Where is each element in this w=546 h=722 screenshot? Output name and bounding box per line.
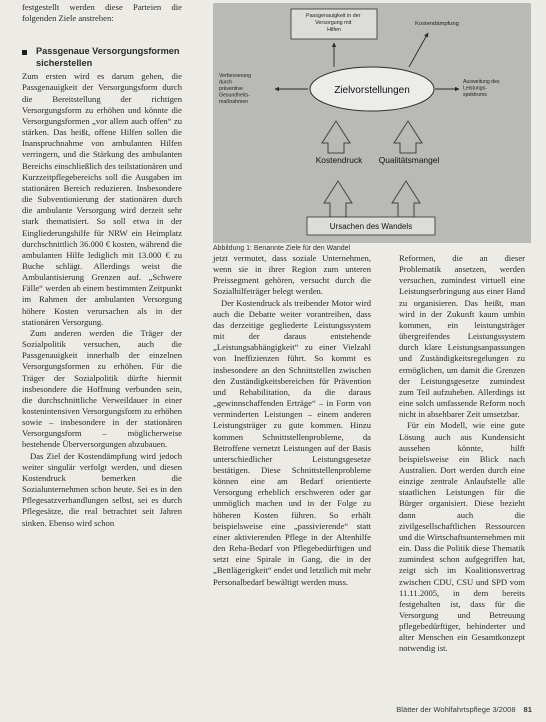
up-arrow-lower-right-icon	[392, 181, 420, 217]
label-top-right: Kostendämpfung	[415, 21, 459, 27]
page-number: 81	[523, 705, 532, 714]
up-arrow-left-icon	[322, 121, 350, 153]
body-paragraph: Der Kostendruck als treibender Motor wird auch die Debatte weiter vorantreiben, dass das derzeitige gegliederte Leistungssystem mit der daraus entstehende „Leistungsabhängigkeit“ zu einer Vielzahl von Ineffizienzen führt. So kommt es insbesondere an den Schnittstellen zwischen den Zuständigkeitsbereichen für Prävention und Rehabilitation, da die daraus „gewinnschaffenden Erträge“ – in Form von verminderten Leistungen – einem anderen Leistungsträger zu gute kommen. Hinzu kommen Schnittstellenprobleme, da Betroffene vernetzt Leistungen auf der Basis unterschiedlicher Leistungsgesetze bestätigen. Diese Schnittstellenprobleme können eine am Bedarf orientierte Versorgung erheblich erschweren oder gar unmöglich machen und in der Folge zu höheren Kosten führen. So erhält beispielsweise eine „passivierende“ statt einer aktivierenden Pflege in der Altenhilfe den Reha-Bedarf von Pflegebedürftigen und setzt eine Spirale in Gang, die in der „Bettlägerigkeit“ endet und letztlich mit mehr Personalbedarf bewältigt werden muss.	[213, 297, 371, 587]
up-arrow-lower-left-icon	[324, 181, 352, 217]
body-paragraph: jetzt vermutet, dass soziale Unternehmen, wenn sie in ihrer Region zum unteren Preissegment gehören, versucht durch die Sozialhilfeträger belegt werden.	[213, 253, 371, 297]
diagram-svg	[213, 3, 531, 243]
body-paragraph: Zum anderen werden die Träger der Sozialpolitik versuchen, auch die Passgenauigkeit innerhalb der einzelnen Versorgungsformen zu erhöhen. Für die Träger der Sozialpolitik dürfte hiermit insbesondere die Hoffnung verbunden sein, die durchschnittliche Verweildauer in einer kostenintensiven Versorgungsform zu erhöhen sowie – insbesondere in der stationären Versorgungsform – möglicherweise bestehende Überversorgungen abzubauen.	[22, 327, 182, 450]
bottom-label: Ursachen des Wandels	[329, 222, 413, 231]
center-label: Zielvorstellungen	[334, 85, 410, 96]
page-footer	[396, 705, 532, 714]
label-left: Verbesserung durch präventive Gesundheits- maßnahmen	[219, 73, 252, 105]
text-column-right	[399, 253, 525, 655]
box-top-left-text: Passgenauigkeit in der Versorgung mit Hilfen	[305, 13, 361, 33]
figure-caption: Abbildung 1: Benannte Ziele für den Wandel	[213, 245, 351, 252]
figure-diagram	[213, 3, 531, 243]
body-paragraph: Für ein Modell, wie eine gute Lösung auch aus Kundensicht aussehen könnte, hilft beispielsweise ein Blick nach Australien. Dort werden durch eine einzige zentrale Anlaufstelle alle staatlichen Leistungen für die Bürger organisiert. Diese bezieht dann auch die zivilgesellschaftlichen Ressourcen und die Wirtschaftsunternehmen mit ein. Dass die Politik diese Thematik zumindest schon aufgegriffen hat, zeigt sich im Koalitionsvertrag zwischen CDU, CSU und SPD vom 11.11.2005, in dem bereits festgehalten ist, dass für die Versorgung und Betreuung pflegebedürftiger, behinderter und alter Menschen ein Gesamtkonzept notwendig ist.	[399, 420, 525, 654]
subheading-text: Passgenaue Versorgungsformen sicherstellen	[36, 46, 180, 68]
body-paragraph: Zum ersten wird es darum gehen, die Passgenauigkeit der Versorgungsform durch die Bereitstellung der richtigen Versorgungsform zu erhöhen und könnte die Versorgungsformen „vor allem auch offen“ zu stärken. Das heißt, offene Hilfen sollen die Inanspruchnahme von ambulanten Hilfen verringern, und die Stärkung des ambulanten Bereichs einschließlich des teilstationären und Kurzzeitpflegebereichs soll die Ausgaben im stationären Bereich reduzieren. Insbesondere die Subventionierung der stationären durch die ambulante Versorgung wird derzeit sehr stark thematisiert. So soll etwa in der Eingliederungshilfe für NRW ein Heimplatz durchschnittlich 36.000 € kosten, während die ambulanten Hilfe lediglich mit 13.000 € zu Buche schlägt. Allerdings weist die Ambulantisierung Grenzen auf. „Schwere Fälle“ werden ab einem bestimmten Zeitpunkt im Rahmen der ambulanten Versorgung höhere Kosten verursachen als in der stationären Versorgung.	[22, 71, 182, 327]
up-arrow-right-icon	[394, 121, 422, 153]
journal-name: Blätter der Wohlfahrtspflege 3/2008	[396, 705, 516, 714]
body-paragraph: Reformen, die an dieser Problematik ansetzen, werden versuchen, zumindest virtuell eine Leistungserbringung aus einer Hand zu organisieren. Das heißt, man wird in der Zukunft kaum umhin kommen, ein leistungsträger übergreifendes Leistungssystem durch klare Leistungsanpassungen und Zuständigkeitsregelungen zu ermöglichen, um damit die Grenzen der Leistungsgesetze zumindest zum Teil aufzuheben. Allerdings ist eine solch umfassende Reform noch nicht in absehbarer Zeit umsetzbar.	[399, 253, 525, 420]
text-column-left	[22, 2, 182, 529]
body-paragraph: Das Ziel der Kostendämpfung wird jedoch weiter singulär verfolgt werden, und diesen Kostendruck bemerken die Sozialunternehmen schon heute. Sei es in den Pflegesatzverhandlungen selbst, sei es durch Pflegesätze, die real betrachtet seit Jahren sinken. Ebenso wird schon	[22, 450, 182, 528]
section-subheading	[22, 46, 182, 69]
square-bullet-icon	[22, 50, 27, 55]
label-qualitaetsmangel: Qualitätsmangel	[378, 155, 440, 165]
text-column-middle	[213, 253, 371, 588]
intro-paragraph: festgestellt werden diese Parteien die folgenden Ziele anstreben:	[22, 2, 182, 24]
label-right: Ausweitung des Leistungs- spektrums	[463, 79, 500, 98]
label-kostendruck: Kostendruck	[315, 155, 363, 165]
